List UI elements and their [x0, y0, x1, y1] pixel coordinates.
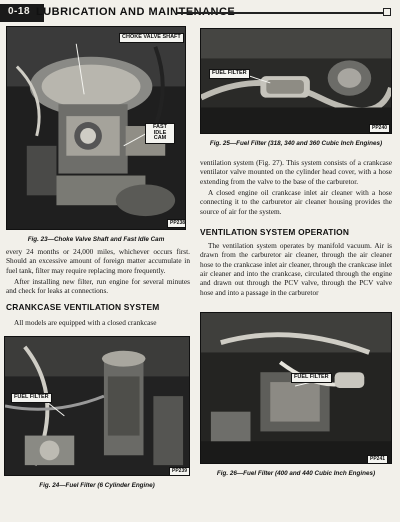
crankcase-heading: CRANKCASE VENTILATION SYSTEM [6, 302, 160, 312]
fuel-filter-big-block-illustration [201, 313, 391, 463]
fig26-caption: Fig. 26—Fuel Filter (400 and 440 Cubic Inch Engines) [216, 470, 376, 477]
fig24-photo [4, 336, 190, 476]
fig23-caption: Fig. 23—Choke Valve Shaft and Fast Idle Cam [27, 236, 165, 243]
distributor-filter-illustration [5, 337, 189, 475]
fig25-photo [200, 28, 392, 134]
fig26-photo [200, 312, 392, 464]
left-para-3: All models are equipped with a closed crankcase [14, 318, 157, 327]
fig23-photo [6, 26, 186, 230]
fig24-fuel-filter-label: FUEL FILTER [11, 393, 52, 403]
right-column [200, 158, 392, 218]
fig25-fuel-filter-label: FUEL FILTER [209, 69, 250, 79]
choke-valve-shaft-label: CHOKE VALVE SHAFT [119, 33, 184, 43]
fig25-code: PP240 [369, 124, 390, 133]
ventilation-heading: VENTILATION SYSTEM OPERATION [200, 227, 350, 237]
fast-idle-cam-label: FAST IDLE CAM [145, 123, 175, 144]
right-para-2: A closed engine oil crankcase inlet air cleaner with a hose connecting it to the carburetor air cleaner housing provides the source of air for the system. [200, 187, 392, 216]
header-end-mark [383, 8, 391, 16]
header-rule [176, 12, 384, 14]
fig23-code: PP238 [167, 219, 186, 228]
fuel-filter-v8-illustration [201, 29, 391, 133]
page-header [0, 0, 400, 24]
right-para-3: The ventilation system operates by manifold vacuum. Air is drawn from the carburetor air cleaner, through the air cleaner hose to the crankcase inlet air cleaner, through the crankcase inlet air cleaner and into the crankcase, circulated through the engine and drawn out through the PCV valve, through the PCV valve hose and into a passage in the carburetor [200, 241, 392, 297]
right-column-cont [200, 241, 392, 299]
left-para-2: After installing new filter, run engine for several minutes and check for leaks at connections. [6, 276, 190, 296]
fig26-code: PP241 [367, 455, 388, 464]
page-number: 0-18 [8, 6, 31, 17]
left-para-1: every 24 months or 24,000 miles, whichever occurs first. Should an excessive amount of foreign matter accumulate in fuel tank, filter may require replacing more frequently. [6, 247, 190, 275]
fig24-code: PP239 [169, 467, 190, 476]
right-para-1: ventilation system (Fig. 27). This system consists of a crankcase ventilator valve mounted on the cylinder head cover, with a hose extending from the valve to the base of the carburetor. [200, 158, 392, 186]
fig24-caption: Fig. 24—Fuel Filter (6 Cylinder Engine) [39, 482, 155, 489]
fig26-fuel-filter-label: FUEL FILTER [291, 373, 332, 383]
section-title: LUBRICATION AND MAINTENANCE [36, 6, 236, 18]
fig25-caption: Fig. 25—Fuel Filter (318, 340 and 360 Cubic Inch Engines) [209, 140, 383, 147]
left-column-cont [6, 318, 190, 329]
left-column [6, 247, 190, 298]
